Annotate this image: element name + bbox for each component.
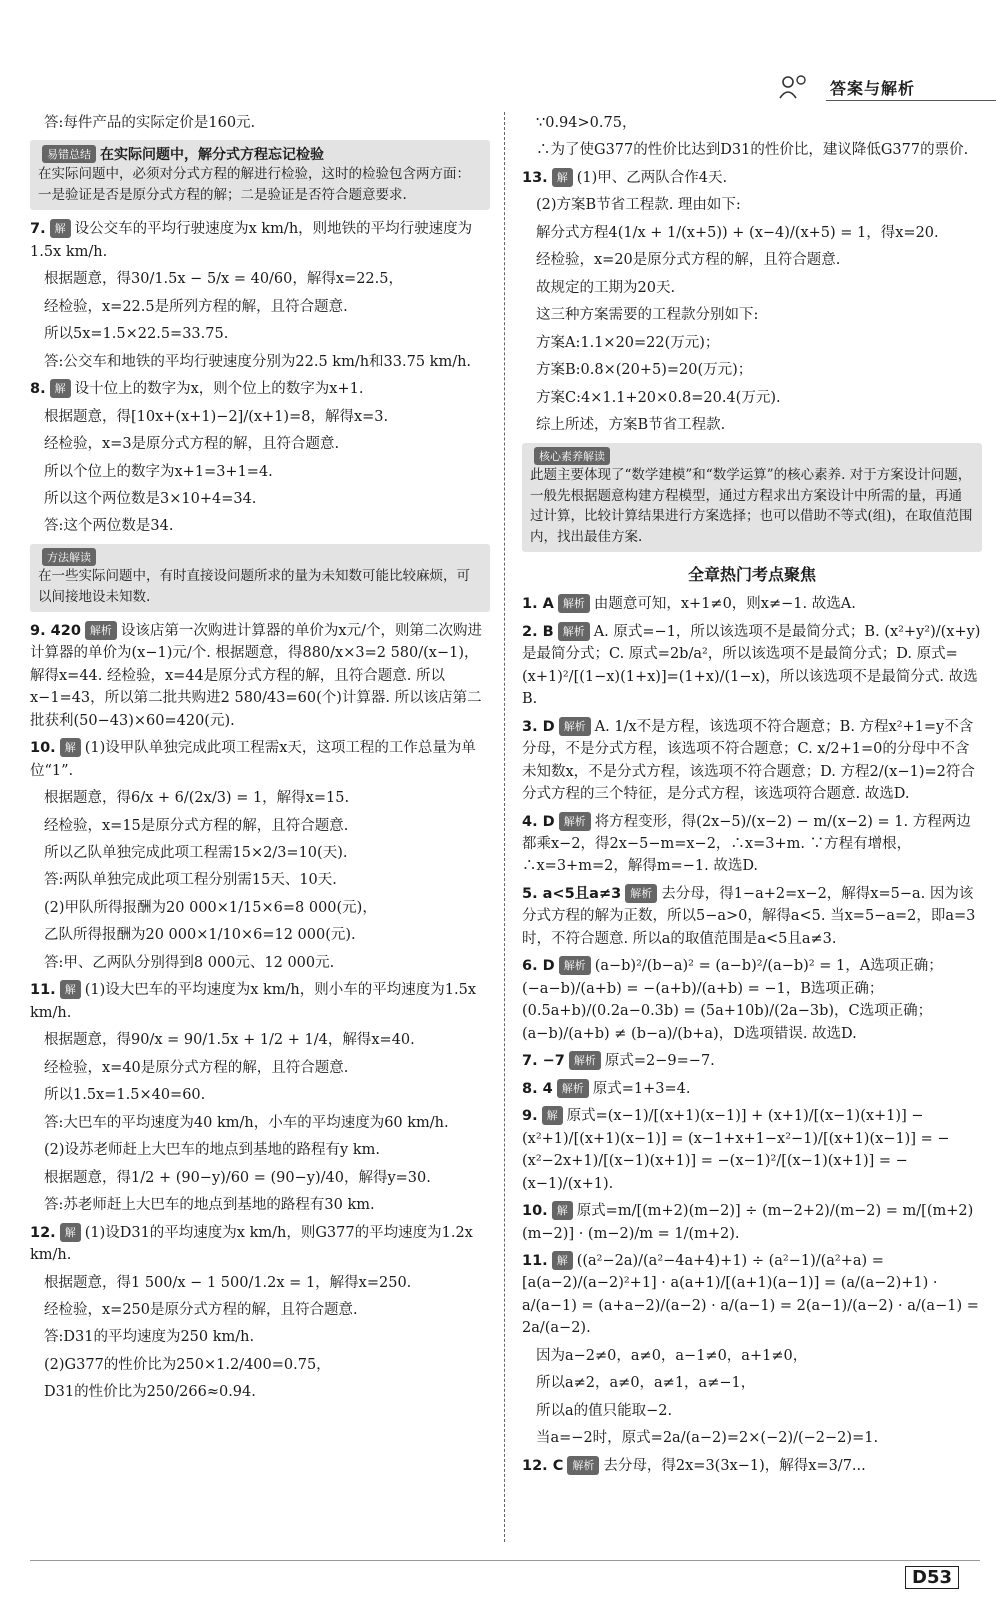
answer-line <box>30 461 490 483</box>
answer-badge: 解析 <box>559 812 591 831</box>
question-answer <box>522 1455 982 1477</box>
answer-badge: 解 <box>552 1251 573 1270</box>
answer-text: 经检验，x=20是原分式方程的解，且符合题意. <box>536 252 841 269</box>
answer-line <box>30 1381 490 1403</box>
answer-line <box>30 1299 490 1321</box>
question-answer <box>522 593 982 615</box>
answer-text: 所以5x=1.5×22.5=33.75. <box>44 326 229 343</box>
question-number: 10. <box>30 740 56 757</box>
answer-text: 经检验，x=3是原分式方程的解，且符合题意. <box>44 436 340 453</box>
answer-badge: 解 <box>552 168 573 187</box>
answer-line <box>30 815 490 837</box>
answer-text: ∵0.94>0.75， <box>536 115 637 131</box>
answer-text: (2)甲队所得报酬为20 000×1/15×6=8 000(元)， <box>44 899 377 916</box>
answer-text: 所以a≠2，a≠0，a≠1，a≠−1， <box>536 1375 756 1392</box>
answer-badge: 解析 <box>567 1456 599 1475</box>
header-rule <box>826 100 996 101</box>
answer-text: 设该店第一次购进计算器的单价为x元/个，则第二次购进计算器的单价为(x−1)元/个. 根据题意，得880/x×3=2 580/(x−1)，解得x=44. 经检验，x=44是原分式方程的解，且符合题意. 所以x−1=43，所以第二批共购进2 580/43=60(个)计算器. 所以该店第二批获利(50−43)×60=420(元). <box>30 622 482 729</box>
page-number: D53 <box>905 1566 959 1589</box>
answer-line <box>522 387 982 409</box>
answer-text: 原式=2−9=−7. <box>604 1053 715 1070</box>
answer-text: 因为a−2≠0，a≠0，a−1≠0，a+1≠0， <box>536 1347 808 1364</box>
answer-text: 答:两队单独完成此项工程分别需15天、10天. <box>44 872 337 889</box>
answer-line <box>522 194 982 216</box>
answer-text: 将方程变形，得(2x−5)/(x−2) − m/(x−2) = 1. 方程两边都乘x−2，得2x−5−m=x−2，∴x=3+m. ∵方程有增根，∴x=3+m=2，解得m=−1. 故选D. <box>522 813 971 875</box>
question-answer <box>30 218 490 263</box>
answer-text: 乙队所得报酬为20 000×1/10×6=12 000(元). <box>44 927 356 944</box>
answer-text: (1)设D31的平均速度为x km/h，则G377的平均速度为1.2x km/h. <box>30 1224 473 1264</box>
answer-text: 解分式方程4(1/x + 1/(x+5)) + (x−4)/(x+5) = 1，得x=20. <box>536 224 939 241</box>
question-number: 11. <box>522 1252 548 1269</box>
question-answer <box>522 621 982 711</box>
answer-line <box>30 515 490 537</box>
answer-line <box>30 112 490 134</box>
tip-body: 在实际问题中，必须对分式方程的解进行检验，这时的检验包含两方面：一是验证是否是原分式方程的解；二是验证是否符合题意要求. <box>38 166 470 204</box>
answer-line <box>522 304 982 326</box>
answer-line <box>30 1084 490 1106</box>
question-number: 10. <box>522 1203 548 1220</box>
answer-text: D31的性价比为250/266≈0.94. <box>44 1384 256 1401</box>
answer-text: 方案A:1.1×20=22(万元)； <box>536 334 720 351</box>
answer-text: (a−b)²/(b−a)² = (a−b)²/(a−b)² = 1，A选项正确；(−a−b)/(a+b) = −(a+b)/(a+b) = −1，B选项正确；(0.5a+b)/(0.2a−0.3b) = (5a+10b)/(2a−3b)，C选项正确；(a−b)/(a+b) ≠ (b−a)/(b+a)，D选项错误. 故选D. <box>522 958 943 1042</box>
question-answer <box>30 620 490 732</box>
answer-line <box>30 1272 490 1294</box>
answer-text: A. 1/x不是方程，该选项不符合题意；B. 方程x²+1=y不含分母，不是分式方程，该选项不符合题意；C. x/2+1=0的分母中不含未知数x，不是分式方程，该选项不符合题意；D. 方程2/(x−1)=2符合分式方程的三个特征，是分式方程，该选项符合题意. 故选D. <box>522 718 975 803</box>
chapter-section-title: 全章热门考点聚焦 <box>687 565 816 585</box>
question-answer <box>522 167 982 189</box>
answer-line <box>30 296 490 318</box>
answer-text: 答:苏老师赶上大巴车的地点到基地的路程有30 km. <box>44 1197 375 1214</box>
answer-text: 方案B:0.8×(20+5)=20(万元)； <box>536 362 753 379</box>
answer-text: 答:这个两位数是34. <box>44 518 174 535</box>
question-number: 7. −7 <box>522 1053 565 1070</box>
answer-badge: 解 <box>60 738 81 757</box>
answer-line <box>522 1400 982 1422</box>
question-answer <box>522 1078 982 1100</box>
question-number: 13. <box>522 169 548 186</box>
answer-text: 根据题意，得6/x + 6/(2x/3) = 1，解得x=15. <box>44 790 350 807</box>
tip-box <box>30 544 490 612</box>
question-number: 3. D <box>522 718 555 735</box>
question-answer <box>30 737 490 782</box>
answer-badge: 解析 <box>85 621 117 640</box>
answer-line <box>30 1167 490 1189</box>
tip-body: 此题主要体现了“数学建模”和“数学运算”的核心素养. 对于方案设计问题，一般先根据题意构建方程模型，通过方程求出方案设计中所需的量，再通过计算，比较计算结果进行方案选择；也可以借助不等式(组)，在取值范围内，找出最佳方案. <box>530 466 973 546</box>
answer-text: 根据题意，得[10x+(x+1)−2]/(x+1)=8，解得x=3. <box>44 408 389 425</box>
tip-box <box>30 140 490 210</box>
answer-badge: 解析 <box>558 622 590 641</box>
question-number: 2. B <box>522 623 554 640</box>
column-divider <box>504 112 505 1542</box>
answer-text: 故规定的工期为20天. <box>536 279 676 296</box>
answer-text: 答:D31的平均速度为250 km/h. <box>44 1329 255 1346</box>
answer-text: 答:甲、乙两队分别得到8 000元、12 000元. <box>44 954 335 971</box>
question-answer <box>522 1050 982 1072</box>
question-answer <box>30 1222 490 1267</box>
answer-badge: 解析 <box>559 717 591 736</box>
answer-line <box>30 1194 490 1216</box>
answer-text: 所以1.5x=1.5×40=60. <box>44 1087 206 1104</box>
right-column <box>522 112 982 1482</box>
answer-text: (2)设苏老师赶上大巴车的地点到基地的路程有y km. <box>44 1142 380 1159</box>
answer-text: 去分母，得2x=3(3x−1)，解得x=3/7... <box>603 1457 866 1474</box>
answer-badge: 解析 <box>559 956 591 975</box>
answer-text: 根据题意，得90/x = 90/1.5x + 1/2 + 1/4，解得x=40. <box>44 1032 415 1049</box>
answer-badge: 解 <box>60 1223 81 1242</box>
answer-line <box>30 1139 490 1161</box>
answer-text: 答:公交车和地铁的平均行驶速度分别为22.5 km/h和33.75 km/h. <box>44 353 472 370</box>
answer-text: 根据题意，得30/1.5x − 5/x = 40/60，解得x=22.5， <box>44 271 403 288</box>
answer-text: 答:大巴车的平均速度为40 km/h，小车的平均速度为60 km/h. <box>44 1114 449 1131</box>
answer-line <box>522 359 982 381</box>
answer-text: 根据题意，得1/2 + (90−y)/60 = (90−y)/40，解得y=30. <box>44 1169 431 1186</box>
tip-box <box>522 443 982 553</box>
answer-line <box>522 249 982 271</box>
tip-badge: 核心素养解读 <box>534 447 610 465</box>
answer-line <box>30 1326 490 1348</box>
answer-line <box>30 1057 490 1079</box>
answer-line <box>30 351 490 373</box>
answer-text: 所以a的值只能取−2. <box>536 1402 673 1419</box>
answer-line <box>522 1372 982 1394</box>
answer-text: 这三种方案需要的工程款分别如下: <box>536 307 759 324</box>
answer-text: (1)设大巴车的平均速度为x km/h，则小车的平均速度为1.5x km/h. <box>30 982 477 1021</box>
answer-line <box>522 277 982 299</box>
question-number: 12. <box>30 1224 56 1241</box>
answer-line <box>522 112 982 134</box>
answer-line <box>30 488 490 510</box>
answer-line <box>30 268 490 290</box>
tip-body: 在一些实际问题中，有时直接设问题所求的量为未知数可能比较麻烦，可以间接地设未知数. <box>38 567 470 605</box>
answer-line <box>522 139 982 161</box>
answer-text: 当a=−2时，原式=2a/(a−2)=2×(−2)/(−2−2)=1. <box>536 1430 879 1447</box>
answer-text: 去分母，得1−a+2=x−2，解得x=5−a. 因为该分式方程的解为正数，所以5−a>0，解得a<5. 当x=5−a=2，即a=3时，不符合题意. 所以a的取值范围是a<5且a≠3. <box>522 885 976 947</box>
answer-text: ((a²−2a)/(a²−4a+4)+1) ÷ (a²−1)/(a²+a) = [a(a−2)/(a−2)²+1] · a(a+1)/[(a+1)(a−1)] = (a/(a−2)+1) · a/(a−1) = (a+a−2)/(a−2) · a/(a−1) = 2(a−1)/(a−2) · a/(a−1) = 2a/(a−2). <box>522 1252 979 1337</box>
question-number: 5. a<5且a≠3 <box>522 885 622 902</box>
answer-badge: 解析 <box>625 884 657 903</box>
answer-text: 综上所述，方案B节省工程款. <box>536 417 726 434</box>
answer-line <box>30 869 490 891</box>
answer-text: 经检验，x=15是原分式方程的解，且符合题意. <box>44 817 349 834</box>
answer-line <box>30 1354 490 1376</box>
answer-line <box>522 222 982 244</box>
page-header <box>770 66 996 110</box>
answer-badge: 解析 <box>557 1079 589 1098</box>
tip-badge: 易错总结 <box>42 145 96 163</box>
answer-line <box>30 1029 490 1051</box>
answer-badge: 解 <box>542 1106 563 1125</box>
question-answer <box>522 811 982 878</box>
answer-text: 经检验，x=40是原分式方程的解，且符合题意. <box>44 1059 349 1076</box>
answer-text: 根据题意，得1 500/x − 1 500/1.2x = 1，解得x=250. <box>44 1274 412 1291</box>
answer-badge: 解 <box>50 379 71 398</box>
answer-line <box>30 323 490 345</box>
person-speech-icon <box>778 74 808 100</box>
answer-badge: 解 <box>60 980 81 999</box>
answer-text: (2)G377的性价比为250×1.2/400=0.75， <box>44 1356 331 1373</box>
answer-line <box>30 924 490 946</box>
answer-line <box>522 1427 982 1449</box>
question-number: 11. <box>30 982 56 999</box>
answer-line <box>30 897 490 919</box>
answer-line <box>30 1112 490 1134</box>
answer-text: 答:每件产品的实际定价是160元. <box>44 115 256 131</box>
answer-line <box>30 952 490 974</box>
answer-line <box>30 787 490 809</box>
section-title: 答案与解析 <box>830 79 916 98</box>
answer-text: 所以个位上的数字为x+1=3+1=4. <box>44 463 273 480</box>
answer-badge: 解析 <box>558 594 590 613</box>
answer-text: A. 原式=−1，所以该选项不是最简分式；B. (x²+y²)/(x+y)是最简分式；C. 原式=2b/a²，所以该选项不是最简分式；D. 原式=(x+1)²/[(1−x)(1+x)]=(1+x)/(1−x)，所以该选项不是最简分式. 故选B. <box>522 623 981 708</box>
answer-text: ∴为了使G377的性价比达到D31的性价比，建议降低G377的票价. <box>536 142 969 159</box>
footer-rule <box>30 1560 980 1561</box>
answer-badge: 解析 <box>569 1051 601 1070</box>
answer-text: 所以这个两位数是3×10+4=34. <box>44 491 257 507</box>
answer-text: (2)方案B节省工程款. 理由如下: <box>536 197 741 214</box>
answer-text: 原式=m/[(m+2)(m−2)] ÷ (m−2+2)/(m−2) = m/[(m+2)(m−2)] · (m−2)/m = 1/(m+2). <box>522 1203 974 1242</box>
answer-text: 方案C:4×1.1+20×0.8=20.4(万元). <box>536 389 781 406</box>
question-answer <box>522 1105 982 1195</box>
question-answer <box>30 979 490 1024</box>
answer-badge: 解 <box>50 219 71 238</box>
answer-line <box>522 332 982 354</box>
answer-text: 设十位上的数字为x，则个位上的数字为x+1. <box>74 381 364 398</box>
question-number: 6. D <box>522 958 555 975</box>
tip-title: 在实际问题中，解分式方程忘记检验 <box>100 147 324 164</box>
question-number: 4. D <box>522 813 555 830</box>
answer-text: 原式=(x−1)/[(x+1)(x−1)] + (x+1)/[(x−1)(x+1)] − (x²+1)/[(x+1)(x−1)] = (x−1+x+1−x²−1)/[(x+1)(x−1)] = −(x²−2x+1)/[(x−1)(x+1)] = −(x−1)²/[(x−1)(x+1)] = −(x−1)/(x+1). <box>522 1108 950 1192</box>
question-answer <box>522 955 982 1045</box>
left-column <box>30 112 490 1409</box>
answer-text: 由题意可知，x+1≠0，则x≠−1. 故选A. <box>593 596 856 613</box>
answer-line <box>30 406 490 428</box>
question-number: 12. C <box>522 1457 564 1474</box>
answer-text: 经检验，x=250是原分式方程的解，且符合题意. <box>44 1301 358 1318</box>
answer-text: (1)甲、乙两队合作4天. <box>576 169 728 186</box>
answer-line <box>30 433 490 455</box>
answer-line <box>522 1345 982 1367</box>
question-answer <box>522 1200 982 1245</box>
question-number: 7. <box>30 221 46 238</box>
tip-badge: 方法解读 <box>42 548 96 566</box>
question-number: 9. <box>522 1108 538 1125</box>
answer-text: 设公交车的平均行驶速度为x km/h，则地铁的平均行驶速度为1.5x km/h. <box>30 221 473 260</box>
answer-line <box>30 842 490 864</box>
answer-text: 所以乙队单独完成此项工程需15×2/3=10(天). <box>44 845 348 861</box>
answer-text: (1)设甲队单独完成此项工程需x天，这项工程的工作总量为单位“1”. <box>30 740 476 779</box>
question-answer <box>522 883 982 950</box>
question-number: 1. A <box>522 596 554 613</box>
answer-text: 原式=1+3=4. <box>592 1080 691 1097</box>
question-number: 8. <box>30 381 46 398</box>
question-answer <box>30 378 490 400</box>
question-answer <box>522 1250 982 1340</box>
answer-badge: 解 <box>552 1201 573 1220</box>
question-answer <box>522 716 982 806</box>
answer-text: 经检验，x=22.5是所列方程的解，且符合题意. <box>44 298 348 315</box>
question-number: 8. 4 <box>522 1080 553 1097</box>
question-number: 9. 420 <box>30 622 81 639</box>
answer-line <box>522 414 982 436</box>
